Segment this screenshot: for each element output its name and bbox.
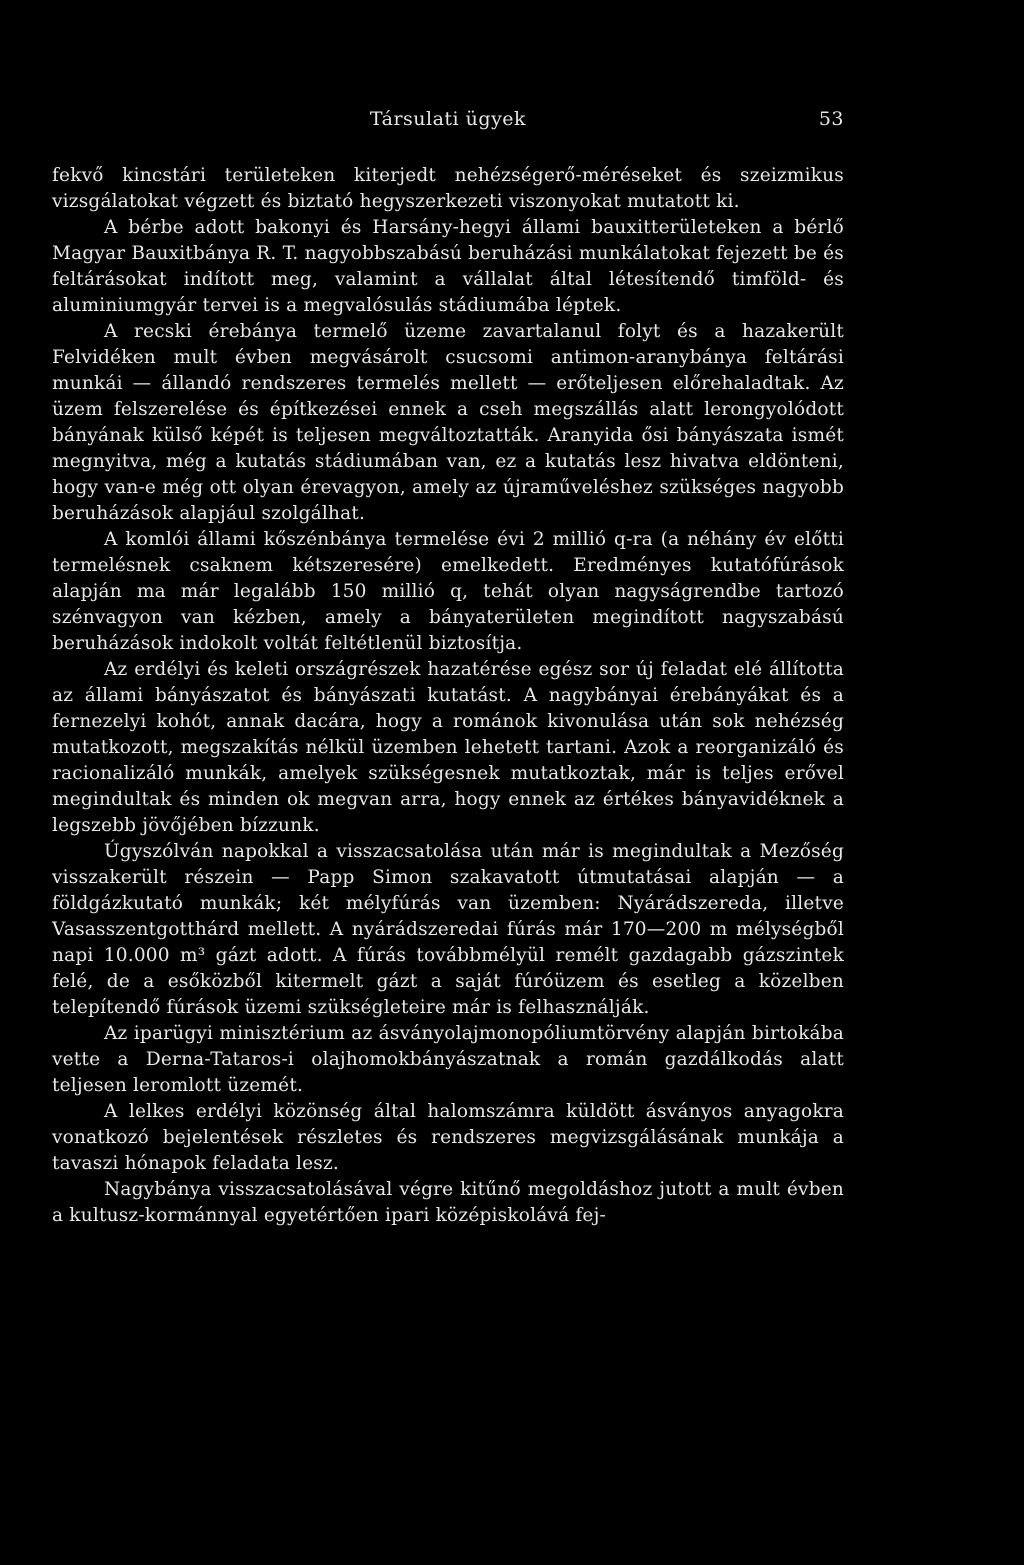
paragraph-recsk-mine: A recski érebánya termelő üzeme zavartalanul folyt és a hazakerült Felvidéken mult évben megvásárolt csucsomi antimon-aranybánya feltárási munkái — állandó rendszeres termelés mellett — erőteljesen előrehaladtak. Az üzem felszerelése és építkezései ennek a cseh megszállás alatt lerongyolódott bányának külső képét is teljesen megváltoztatták. Aranyida ősi bányászata ismét megnyitva, még a kutatás stádiumában van, ez a kutatás lesz hivatva eldönteni, hogy van-e még ott olyan érevagyon, amely az újraműveléshez szükséges nagyobb beruházások alapjául szolgálhat. — [52, 321, 844, 524]
paragraph-natural-gas: Úgyszólván napokkal a visszacsatolása után már is megindultak a Mezőség visszakerült részein — Papp Simon szakavatott útmutatásai alapján — a földgázkutató munkák; két mélyfúrás van üzemben: Nyárádszereda, illetve Vasasszentgotthárd mellett. A nyárádszeredai fúrás már 170—200 m mélységből napi 10.000 m³ gázt adott. A fúrás továbbmélyül remélt gazdagabb gázszintek felé, de a esőközből kitermelt gázt a saját fúróüzem és esetleg a közelben telepítendő fúrások üzemi szükségleteire már is felhasználják. — [52, 841, 844, 1018]
page-number: 53 — [818, 108, 844, 130]
paragraph-transylvania: Az erdélyi és keleti országrészek hazatérése egész sor új feladat elé állította az állami bányászatot és bányászati kutatást. A nagybányai érebányákat és a fernezelyi kohót, annak dacára, hogy a románok kivonulása után sok nehézség mutatkozott, megszakítás nélkül üzemben lehetett tartani. Azok a reorganizáló és racionalizáló munkák, amelyek szükségesnek mutatkoztak, már is teljes erővel megindultak és minden ok megvan arra, hogy ennek az értékes bányavidéknek a legszebb jövőjében bízzunk. — [52, 659, 844, 836]
running-header — [52, 108, 844, 136]
running-title: Társulati ügyek — [369, 108, 527, 130]
paragraph-continuation: fekvő kincstári területeken kiterjedt nehézségerő-méréseket és szeizmikus vizsgálatokat végzett és biztató hegyszerkezeti viszonyokat mutatott ki. — [52, 165, 844, 212]
body-text — [52, 163, 844, 1229]
paragraph-nagybanya: Nagybánya visszacsatolásával végre kitűnő megoldáshoz jutott a mult évben a kultusz-kormánnyal egyetértően ipari középiskolává fej- — [52, 1179, 844, 1226]
paragraph-komlo-coal: A komlói állami kőszénbánya termelése évi 2 millió q-ra (a néhány év előtti termelésnek csaknem kétszeresére) emelkedett. Eredményes kutatófúrások alapján ma már legalább 150 millió q, tehát olyan nagyságrendbe tartozó szénvagyon van kézben, amely a bányaterületen megindított nagyszabású beruházások indokolt voltát feltétlenül biztosítja. — [52, 529, 844, 654]
paragraph-oil-sand: Az iparügyi minisztérium az ásványolajmonopóliumtörvény alapján birtokába vette a Derna-Tataros-i olajhomokbányászatnak a román gazdálkodás alatt teljesen leromlott üzemét. — [52, 1023, 844, 1096]
paragraph-mineral-reports: A lelkes erdélyi közönség által halomszámra küldött ásványos anyagokra vonatkozó bejelentések részletes és rendszeres megvizsgálásának munkája a tavaszi hónapok feladata lesz. — [52, 1101, 844, 1174]
paragraph-bauxite: A bérbe adott bakonyi és Harsány-hegyi állami bauxitterületeken a bérlő Magyar Bauxitbánya R. T. nagyobbszabású beruházási munkálatokat fejezett be és feltárásokat indított meg, valamint a vállalat által létesítendő timföld- és aluminiumgyár tervei is a megvalósulás stádiumába léptek. — [52, 217, 844, 316]
